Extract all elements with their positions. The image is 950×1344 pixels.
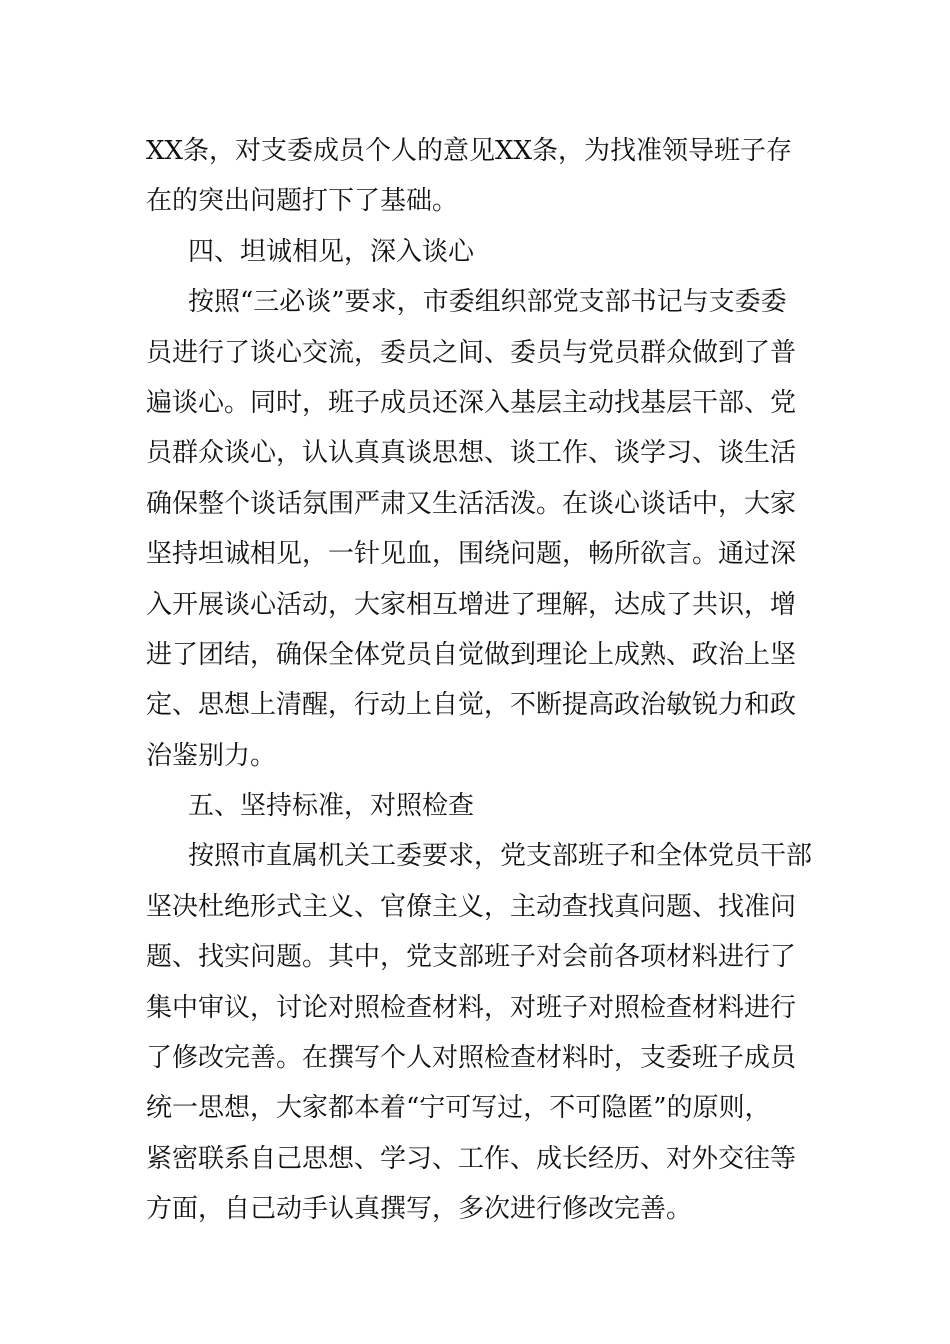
text-line: 治鉴别力。 xyxy=(146,740,277,771)
text-line: 员进行了谈心交流，委员之间、委员与党员群众做到了普 xyxy=(146,337,797,368)
text-line: 确保整个谈话氛围严肃又生活活泼。在谈心谈话中，大家 xyxy=(146,488,797,519)
text-line: 方面，自己动手认真撰写，多次进行修改完善。 xyxy=(146,1194,693,1225)
paragraph-start: 按照市直属机关工委要求，党支部班子和全体党员干部 xyxy=(188,841,813,872)
document-body xyxy=(146,126,813,1235)
paragraph-start: 按照“三必谈”要求，市委组织部党支部书记与支委委 xyxy=(188,287,787,318)
text-line: 进了团结，确保全体党员自觉做到理论上成熟、政治上坚 xyxy=(146,639,797,670)
section-heading: 四、坦诚相见，深入谈心 xyxy=(188,236,475,267)
text-line: 集中审议，讨论对照检查材料，对班子对照检查材料进行 xyxy=(146,992,797,1023)
text-line: 定、思想上清醒，行动上自觉，不断提高政治敏锐力和政 xyxy=(146,690,797,721)
text-line: 入开展谈心活动，大家相互增进了理解，达成了共识，增 xyxy=(146,589,797,620)
text-line: 紧密联系自己思想、学习、工作、成长经历、对外交往等 xyxy=(146,1143,797,1174)
text-line: 坚持坦诚相见，一针见血，围绕问题，畅所欲言。通过深 xyxy=(146,539,797,570)
text-line: 遍谈心。同时，班子成员还深入基层主动找基层干部、党 xyxy=(146,387,797,418)
section-heading: 五、坚持标准，对照检查 xyxy=(188,791,475,822)
text-line: 了修改完善。在撰写个人对照检查材料时，支委班子成员 xyxy=(146,1043,797,1074)
text-line: 坚决杜绝形式主义、官僚主义，主动查找真问题、找准问 xyxy=(146,891,797,922)
text-line: 员群众谈心，认认真真谈思想、谈工作、谈学习、谈生活 xyxy=(146,438,797,469)
text-line: 在的突出问题打下了基础。 xyxy=(146,186,459,217)
text-line: 统一思想，大家都本着“宁可写过，不可隐匿”的原则， xyxy=(146,1093,771,1124)
text-line: 题、找实问题。其中，党支部班子对会前各项材料进行了 xyxy=(146,942,797,973)
text-line: XX条，对支委成员个人的意见XX条，为找准领导班子存 xyxy=(146,136,793,166)
